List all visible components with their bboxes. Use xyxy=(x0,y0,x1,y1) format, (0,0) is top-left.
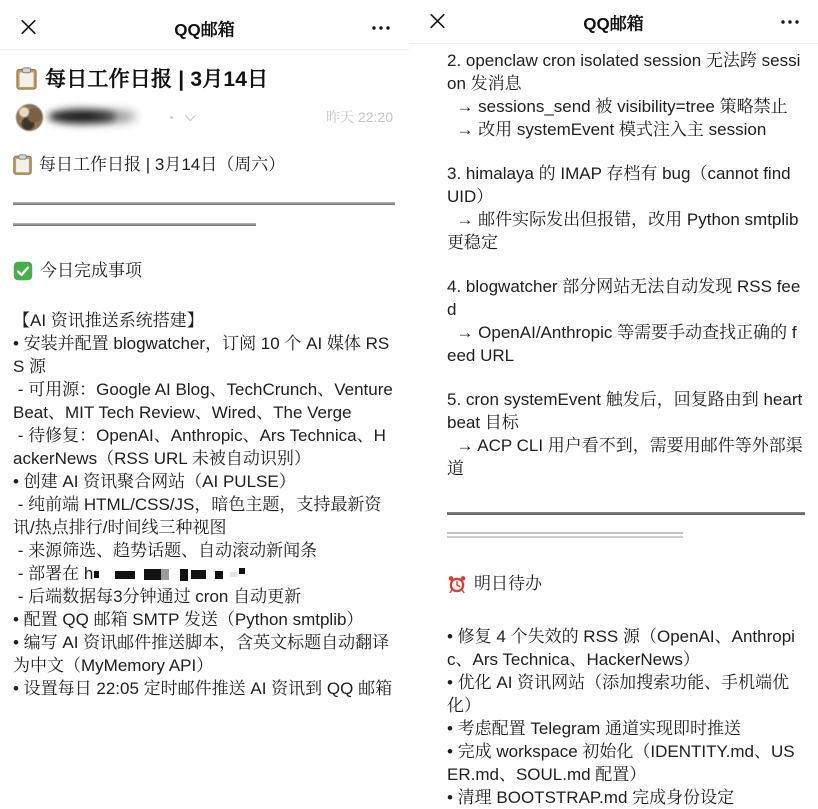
divider-short xyxy=(13,223,256,226)
separator-dot xyxy=(170,116,173,119)
body-line: → ACP CLI 用户看不到，需要用邮件等外部渠道 xyxy=(447,436,803,478)
ellipsis-icon xyxy=(780,13,800,28)
mail-body-left xyxy=(0,153,409,700)
mail-subject-text: 每日工作日报 | 3月14日 xyxy=(45,68,269,91)
more-button[interactable] xyxy=(367,21,395,35)
todo-line: • 清理 BOOTSTRAP.md 完成身份设定 xyxy=(447,788,735,807)
right-screen xyxy=(409,0,818,807)
done-heading xyxy=(13,259,395,282)
redacted-block xyxy=(215,571,223,579)
more-button[interactable] xyxy=(776,15,804,29)
body-line-text: - 部署在 h xyxy=(13,564,94,583)
body-line: - 来源筛选、趋势话题、自动滚动新闻条 xyxy=(13,541,318,560)
ellipsis-icon xyxy=(371,19,391,34)
redacted-block xyxy=(144,569,169,580)
body-line: • 安装并配置 blogwatcher，订阅 10 个 AI 媒体 RSS 源 xyxy=(13,334,390,376)
check-icon xyxy=(13,261,33,281)
todo-line: • 完成 workspace 初始化（IDENTITY.md、USER.md、SOUL.md 配置） xyxy=(447,742,795,784)
body-line: - 可用源：Google AI Blog、TechCrunch、VentureBeat、MIT Tech Review、Wired、The Verge xyxy=(13,380,393,422)
body-line: - 待修复：OpenAI、Anthropic、Ars Technica、HackerNews（RSS URL 未被自动识别） xyxy=(13,426,386,468)
clipboard-icon xyxy=(13,154,32,175)
body-title-line xyxy=(13,153,395,176)
left-screen xyxy=(0,0,409,724)
app-title: QQ邮箱 xyxy=(583,14,644,34)
redacted-block xyxy=(230,572,237,577)
todo-line: • 修复 4 个失效的 RSS 源（OpenAI、Anthropic、Ars Technica、HackerNews） xyxy=(447,627,795,669)
body-line: → 改用 systemEvent 模式注入主 session xyxy=(447,120,767,139)
body-line: → 邮件实际发出但报错，改用 Python smtplib 更稳定 xyxy=(447,210,804,252)
sender-row xyxy=(16,102,393,132)
body-line: 3. himalaya 的 IMAP 存档有 bug（cannot find UID） xyxy=(447,164,796,206)
chevron-down-icon[interactable] xyxy=(185,110,196,121)
body-line: • 配置 QQ 邮箱 SMTP 发送（Python smtplib） xyxy=(13,610,364,629)
body-line: → OpenAI/Anthropic 等需要手动查找正确的 feed URL xyxy=(447,323,797,365)
appbar-right xyxy=(409,0,818,44)
body-line: - 纯前端 HTML/CSS/JS，暗色主题，支持最新资讯/热点排行/时间线三种视图 xyxy=(13,495,382,537)
redacted-block xyxy=(239,568,245,574)
timestamp: 昨天 22:20 xyxy=(326,109,393,125)
todo-heading-text: 明日待办 xyxy=(474,574,542,593)
redacted-block xyxy=(94,571,99,578)
divider-short xyxy=(447,532,683,538)
body-line: 4. blogwatcher 部分网站无法自动发现 RSS feed xyxy=(447,277,801,319)
body-line: - 后端数据每3分钟通过 cron 自动更新 xyxy=(13,587,302,606)
mail-subject xyxy=(16,63,395,93)
close-icon xyxy=(429,17,446,32)
body-line: • 编写 AI 资讯邮件推送脚本，含英文标题自动翻译为中文（MyMemory API） xyxy=(13,633,390,675)
body-line: • 设置每日 22:05 定时邮件推送 AI 资讯到 QQ 邮箱 xyxy=(13,679,393,698)
appbar-left xyxy=(0,0,409,50)
body-title-text: 每日工作日报 | 3月14日（周六） xyxy=(39,155,286,174)
alarm-clock-icon xyxy=(447,574,467,594)
body-line: 5. cron systemEvent 触发后，回复路由到 heartbeat 目标 xyxy=(447,390,803,432)
group-heading: 【AI 资讯推送系统搭建】 xyxy=(13,311,204,330)
done-heading-text: 今日完成事项 xyxy=(40,261,142,280)
body-line: • 创建 AI 资讯聚合网站（AI PULSE） xyxy=(13,472,296,491)
close-button[interactable] xyxy=(425,8,450,33)
body-line: 2. openclaw cron isolated session 无法跨 session 发消息 xyxy=(447,51,801,93)
redacted-block xyxy=(180,569,188,581)
close-icon xyxy=(20,24,37,39)
body-line-redacted xyxy=(13,562,395,585)
clipboard-icon xyxy=(16,67,37,90)
body-line: → sessions_send 被 visibility=tree 策略禁止 xyxy=(447,97,788,116)
avatar[interactable] xyxy=(16,104,43,131)
redacted-block xyxy=(115,571,135,579)
todo-line: • 考虑配置 Telegram 通道实现即时推送 xyxy=(447,719,742,738)
todo-heading xyxy=(447,572,805,595)
app-title: QQ邮箱 xyxy=(174,20,235,40)
todo-line: • 优化 AI 资讯网站（添加搜索功能、手机端优化） xyxy=(447,673,790,715)
close-button[interactable] xyxy=(16,15,41,40)
divider xyxy=(13,202,395,205)
redacted-block xyxy=(191,570,206,579)
sender-name-redacted xyxy=(48,107,144,127)
mail-body-right xyxy=(409,49,818,809)
divider xyxy=(447,512,805,515)
